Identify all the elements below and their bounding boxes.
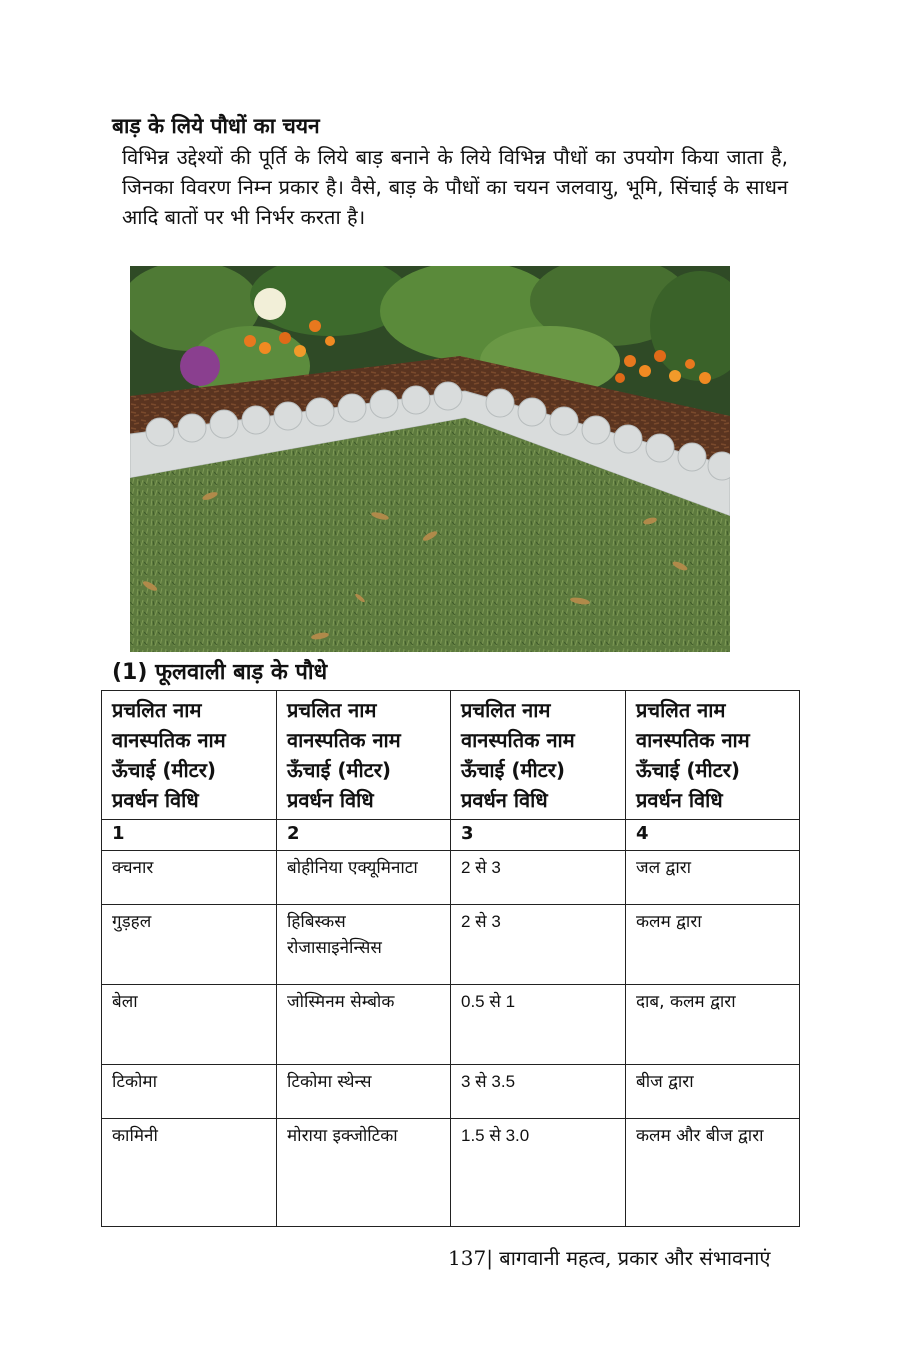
height-cell: 2 से 3 bbox=[451, 851, 626, 905]
header-line: ऊँचाई (मीटर) bbox=[112, 758, 217, 782]
common-name-cell: गुड़हल bbox=[102, 905, 277, 985]
common-name-cell: टिकोमा bbox=[102, 1065, 277, 1119]
propagation-cell: बीज द्वारा bbox=[626, 1065, 800, 1119]
botanical-name-cell: बोहीनिया एक्यूमिनाटा bbox=[277, 851, 451, 905]
table-row bbox=[102, 905, 800, 985]
propagation-cell: कलम और बीज द्वारा bbox=[626, 1119, 800, 1227]
header-line: प्रवर्धन विधि bbox=[461, 788, 548, 812]
column-number: 3 bbox=[451, 820, 626, 851]
table-header-row bbox=[102, 691, 800, 820]
header-line: प्रवर्धन विधि bbox=[112, 788, 199, 812]
header-line: वानस्पतिक नाम bbox=[636, 728, 750, 752]
header-cell bbox=[102, 691, 277, 820]
header-line: वानस्पतिक नाम bbox=[287, 728, 401, 752]
propagation-cell: दाब, कलम द्वारा bbox=[626, 985, 800, 1065]
botanical-name-cell: टिकोमा स्थेन्स bbox=[277, 1065, 451, 1119]
propagation-cell: कलम द्वारा bbox=[626, 905, 800, 985]
table-row bbox=[102, 1119, 800, 1227]
header-line: प्रचलित नाम bbox=[636, 698, 726, 722]
botanical-name-cell: मोराया इक्जोटिका bbox=[277, 1119, 451, 1227]
header-line: प्रचलित नाम bbox=[461, 698, 551, 722]
botanical-name-cell: हिबिस्कस रोजासाइनेन्सिस bbox=[277, 905, 451, 985]
column-number-row bbox=[102, 820, 800, 851]
table-title: (1) फूलवाली बाड़ के पौधे bbox=[112, 660, 328, 685]
column-number: 4 bbox=[626, 820, 800, 851]
common-name-cell: बेला bbox=[102, 985, 277, 1065]
garden-edging-photo bbox=[130, 266, 730, 652]
header-line: वानस्पतिक नाम bbox=[112, 728, 226, 752]
header-line: ऊँचाई (मीटर) bbox=[636, 758, 741, 782]
header-line: प्रचलित नाम bbox=[112, 698, 202, 722]
column-number: 1 bbox=[102, 820, 277, 851]
header-cell bbox=[451, 691, 626, 820]
column-number: 2 bbox=[277, 820, 451, 851]
book-title: | बागवानी महत्व, प्रकार और संभावनाएं bbox=[486, 1246, 771, 1270]
table-row bbox=[102, 851, 800, 905]
common-name-cell: कामिनी bbox=[102, 1119, 277, 1227]
section-heading: बाड़ के लिये पौधों का चयन bbox=[112, 114, 320, 138]
common-name-cell: क्चनार bbox=[102, 851, 277, 905]
propagation-cell: जल द्वारा bbox=[626, 851, 800, 905]
header-line: प्रचलित नाम bbox=[287, 698, 377, 722]
header-line: ऊँचाई (मीटर) bbox=[461, 758, 566, 782]
intro-paragraph: विभिन्न उद्देश्यों की पूर्ति के लिये बाड़ बनाने के लिये विभिन्न पौधों का उपयोग किया जाता है, जिनका विवरण निम्न प्रकार है। वैसे, बाड़ के पौधों का चयन जलवायु, भूमि, सिंचाई के साधन आदि बातों पर भी निर्भर करता है। bbox=[122, 145, 788, 229]
table-row bbox=[102, 985, 800, 1065]
table-row bbox=[102, 1065, 800, 1119]
botanical-name-cell: जोस्मिनम सेम्बोक bbox=[277, 985, 451, 1065]
height-cell: 1.5 से 3.0 bbox=[451, 1119, 626, 1227]
height-cell: 3 से 3.5 bbox=[451, 1065, 626, 1119]
header-line: प्रवर्धन विधि bbox=[636, 788, 723, 812]
header-line: प्रवर्धन विधि bbox=[287, 788, 374, 812]
hedge-plants-table bbox=[101, 690, 800, 1227]
page-footer bbox=[448, 1244, 770, 1271]
height-cell: 0.5 से 1 bbox=[451, 985, 626, 1065]
page-number: 137 bbox=[448, 1246, 487, 1270]
header-cell bbox=[277, 691, 451, 820]
header-line: ऊँचाई (मीटर) bbox=[287, 758, 392, 782]
height-cell: 2 से 3 bbox=[451, 905, 626, 985]
header-line: वानस्पतिक नाम bbox=[461, 728, 575, 752]
header-cell bbox=[626, 691, 800, 820]
